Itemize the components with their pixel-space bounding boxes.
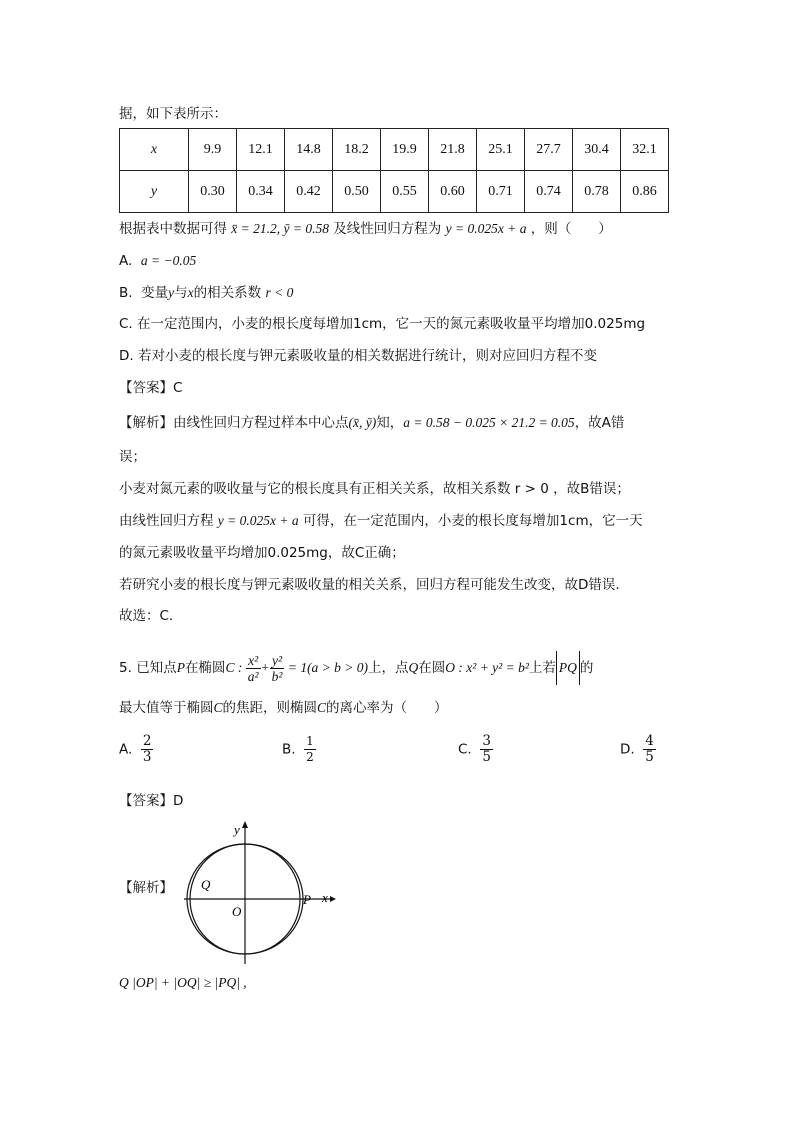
q5-frac-y: $\frac{\text{y²}}{\text{b²}}$ (271, 652, 283, 684)
fig-label-p: P (303, 892, 311, 907)
q4-stem-text: 及线性回归方程为 (333, 221, 442, 237)
option-letter: B. (119, 285, 133, 301)
q5-circle-equation: O : x² + y² = b² (445, 660, 529, 675)
table-cell: 12.1 (237, 129, 285, 171)
q5-stem-text: 上，点 (368, 660, 409, 676)
q5-analysis-label: 【解析】 (119, 880, 173, 896)
q5-frac-x: $\frac{\text{x²}}{\text{a²}}$ (247, 652, 259, 684)
data-table (119, 128, 669, 213)
table-cell: 30.4 (573, 129, 621, 171)
q5-stem-text: 最大值等于椭圆 (119, 700, 214, 716)
option-fraction: $\frac{4}{5}$ (645, 733, 654, 765)
option-text: 的相关系数 (193, 285, 262, 301)
q5-point-q: Q (408, 660, 419, 675)
table-cell: 0.86 (621, 171, 669, 213)
table-cell: 0.78 (573, 171, 621, 213)
analysis-math: a = 0.58 − 0.025 × 21.2 = 0.05 (403, 415, 575, 430)
y-axis-arrow (242, 821, 248, 828)
intro-text: 据，如下表所示： (119, 106, 227, 122)
q5-stem-text: 的 (579, 660, 594, 676)
analysis-label: 【解析】 (119, 415, 173, 431)
answer-value: D (173, 793, 184, 809)
answer-value: C (173, 380, 183, 396)
x-axis-arrow (330, 896, 336, 902)
option-fraction: $\frac{3}{5}$ (482, 733, 491, 765)
q4-analysis-line-1b: 误； (119, 449, 146, 465)
table-cell: 0.71 (477, 171, 525, 213)
option-text: 变量 (141, 285, 169, 301)
q4-means: x̄ = 21.2, ȳ = 0.58 (231, 221, 330, 236)
q5-option-b (282, 734, 316, 765)
option-math: a = −0.05 (140, 253, 197, 268)
q4-analysis-line-5: 若研究小麦的根长度与钾元素吸收量的相关关系，回归方程可能发生改变，故D错误. (119, 577, 620, 593)
analysis-math: (x̄, ȳ) (348, 415, 377, 430)
option-math: y (168, 285, 175, 300)
option-letter: D. (620, 741, 635, 758)
q4-analysis-line-3 (119, 511, 643, 531)
option-text: 与 (174, 285, 188, 301)
q4-analysis-line-1 (119, 413, 624, 433)
option-math: r < 0 (265, 285, 294, 300)
table-cell: 0.60 (429, 171, 477, 213)
table-cell: 0.55 (381, 171, 429, 213)
table-cell: 14.8 (285, 129, 333, 171)
option-fraction: $\frac{2}{3}$ (142, 733, 152, 765)
fig-label-x: x (322, 890, 328, 905)
q5-abs-pq: PQ (556, 651, 580, 685)
table-row-x (120, 129, 669, 171)
table-cell: 18.2 (333, 129, 381, 171)
option-letter: A. (119, 741, 133, 758)
q5-ellipse-c: C (225, 660, 235, 675)
ellipse-circle-figure (178, 818, 338, 968)
q5-stem-text: 上若 (528, 660, 556, 676)
q4-analysis-line-4: 的氮元素吸收量平均增加0.025mg，故C正确； (119, 545, 405, 561)
option-math: x (187, 285, 194, 300)
q4-option-c: C. 在一定范围内，小麦的根长度每增加1cm，它一天的氮元素吸收量平均增加0.025mg (119, 316, 646, 332)
q5-ellipse-condition: = 1(a > b > 0) (284, 660, 369, 675)
analysis-text: 由线性回归方程过样本中心点 (173, 415, 349, 431)
table-cell: 25.1 (477, 129, 525, 171)
q5-ellipse-c: C (317, 700, 327, 715)
table-cell: 0.34 (237, 171, 285, 213)
q4-option-d: D. 若对小麦的根长度与钾元素吸收量的相关数据进行统计，则对应回归方程不变 (119, 348, 597, 364)
q4-analysis-line-2: 小麦对氮元素的吸收量与它的根长度具有正相关关系，故相关系数 r > 0 ，故B错误； (119, 481, 630, 497)
table-cell: 0.42 (285, 171, 333, 213)
table-cell: 32.1 (621, 129, 669, 171)
option-letter: C. (458, 741, 472, 758)
q4-regression-equation: y = 0.025x + a (445, 221, 527, 236)
table-cell: 19.9 (381, 129, 429, 171)
q5-ellipse-c: C (213, 700, 223, 715)
analysis-text: 可得，在一定范围内，小麦的根长度每增加1cm，它一天 (302, 513, 643, 529)
answer-label: 【答案】 (119, 380, 173, 396)
table-header-x: x (120, 129, 189, 171)
option-letter: B. (282, 741, 296, 758)
q5-stem-line-1: 5. 已知点P在椭圆C : $\frac{\text{x²}}{\text{a²}}$ + $\frac{\text{y²}}{\text{b²}}$ = 1(a > b > 0)上，点Q在圆O : x² + y² = b²上若 PQ 的 (119, 652, 594, 684)
analysis-text: ，故A错 (574, 415, 625, 431)
q5-option-c (458, 734, 493, 765)
analysis-math: y = 0.025x + a (217, 513, 299, 528)
fig-label-y: y (234, 822, 240, 837)
fig-label-q: Q (201, 877, 211, 892)
table-cell: 0.74 (525, 171, 573, 213)
q5-point-p: P (176, 660, 185, 675)
q4-option-a (119, 251, 196, 271)
table-cell: 27.7 (525, 129, 573, 171)
table-cell: 0.30 (189, 171, 237, 213)
fig-label-o: O (232, 904, 242, 919)
option-fraction: $\frac{1}{2}$ (306, 734, 314, 764)
q5-stem-text: 已知点 (136, 660, 177, 676)
answer-label: 【答案】 (119, 793, 173, 809)
q5-stem-text: 的焦距，则椭圆 (222, 700, 318, 716)
table-cell: 21.8 (429, 129, 477, 171)
q5-analysis-last-line (119, 973, 247, 993)
q5-stem-text: 在圆 (418, 660, 446, 676)
analysis-text: 知， (376, 415, 404, 431)
q4-stem-text: ，则（ ） (530, 221, 612, 237)
q5-stem-line-2 (119, 698, 448, 718)
q5-option-d (620, 734, 656, 765)
table-cell: 0.50 (333, 171, 381, 213)
question-number: 5. (119, 660, 132, 676)
table-header-y: y (120, 171, 189, 213)
q5-stem-text: 的离心率为（ ） (326, 700, 448, 716)
q5-stem-text: 在椭圆 (184, 660, 226, 676)
analysis-text: 由线性回归方程 (119, 513, 214, 529)
table-row-y (120, 171, 669, 213)
q5-answer (119, 791, 183, 811)
q4-choose: 故选：C. (119, 608, 174, 624)
q4-answer (119, 378, 182, 398)
analysis-math: Q |OP| + |OQ| ≥ |PQ| , (119, 975, 247, 990)
option-letter: A. (119, 253, 133, 269)
q5-option-a (119, 734, 153, 765)
q4-stem (119, 219, 612, 239)
q4-option-b (119, 283, 293, 303)
q4-stem-text: 根据表中数据可得 (119, 221, 227, 237)
table-cell: 9.9 (189, 129, 237, 171)
